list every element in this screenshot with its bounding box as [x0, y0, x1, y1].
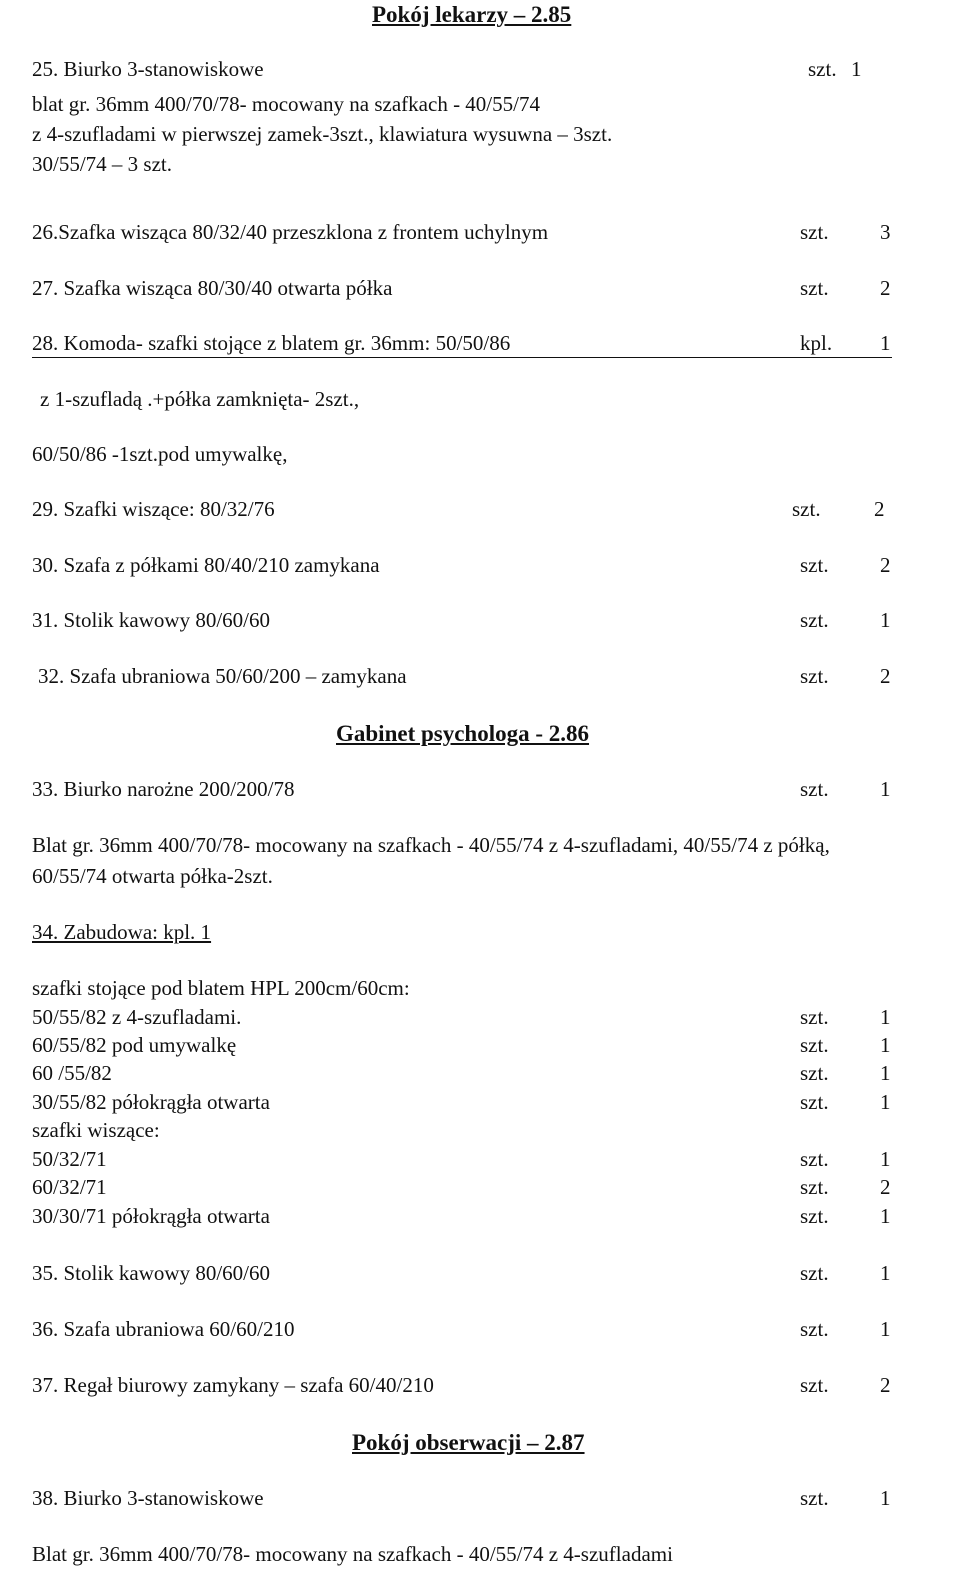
item-33-name: 33. Biurko narożne 200/200/78: [32, 777, 295, 801]
item-33-qty: 1: [880, 777, 891, 801]
item-37-qty: 2: [880, 1373, 891, 1397]
item-34-row-2-qty: 1: [880, 1033, 891, 1057]
item-34-row-7-qty: 1: [880, 1204, 891, 1228]
item-32-unit: szt.: [800, 664, 829, 688]
item-34-row-5-qty: 1: [880, 1147, 891, 1171]
item-30-unit: szt.: [800, 553, 829, 577]
item-26-name: 26.Szafka wisząca 80/32/40 przeszklona z frontem uchylnym: [32, 220, 549, 244]
item-34-row-7-name: 30/30/71 półokrągła otwarta: [32, 1204, 270, 1228]
item-27-unit: szt.: [800, 276, 829, 300]
item-37-name: 37. Regał biurowy zamykany – szafa 60/40/210: [32, 1373, 434, 1397]
item-34-row-2-name: 60/55/82 pod umywalkę: [32, 1033, 237, 1057]
item-30-qty: 2: [880, 553, 891, 577]
section-title-obserwacji: Pokój obserwacji – 2.87: [352, 1430, 585, 1455]
item-34-row-4-qty: 1: [880, 1090, 891, 1114]
item-34-row-5-name: 50/32/71: [32, 1147, 107, 1171]
item-27-name: 27. Szafka wisząca 80/30/40 otwarta półka: [32, 276, 393, 300]
item-25-desc-2: z 4-szufladami w pierwszej zamek-3szt., klawiatura wysuwna – 3szt.: [32, 122, 613, 146]
item-25-unit: szt.: [808, 57, 837, 81]
section-title-psychologa: Gabinet psychologa - 2.86: [336, 721, 590, 746]
item-28-underline: [32, 357, 892, 358]
item-25-desc-1: blat gr. 36mm 400/70/78- mocowany na szafkach - 40/55/74: [32, 92, 540, 116]
item-26-unit: szt.: [800, 220, 829, 244]
item-34-row-6-qty: 2: [880, 1175, 891, 1199]
item-34-row-6-unit: szt.: [800, 1175, 829, 1199]
item-34-row-3-qty: 1: [880, 1061, 891, 1085]
item-28-qty: 1: [880, 331, 891, 355]
item-34-row-1-unit: szt.: [800, 1005, 829, 1029]
item-28-name: 28. Komoda- szafki stojące z blatem gr. 36mm: 50/50/86: [32, 331, 511, 355]
item-33-desc-1: Blat gr. 36mm 400/70/78- mocowany na szafkach - 40/55/74 z 4-szufladami, 40/55/74 z półką,: [32, 833, 830, 857]
item-33-desc-2: 60/55/74 otwarta półka-2szt.: [32, 864, 273, 888]
item-31-unit: szt.: [800, 608, 829, 632]
item-34-row-4-name: 30/55/82 półokrągła otwarta: [32, 1090, 270, 1114]
section-title-lekarzy: Pokój lekarzy – 2.85: [372, 2, 572, 27]
item-37-unit: szt.: [800, 1373, 829, 1397]
item-38-qty: 1: [880, 1486, 891, 1510]
item-26-qty: 3: [880, 220, 891, 244]
item-34-heading: 34. Zabudowa: kpl. 1: [32, 920, 212, 944]
item-35-unit: szt.: [800, 1261, 829, 1285]
item-34-sub-standing: szafki stojące pod blatem HPL 200cm/60cm:: [32, 976, 410, 1000]
item-32-name: 32. Szafa ubraniowa 50/60/200 – zamykana: [38, 664, 407, 688]
item-28-desc-2: 60/50/86 -1szt.pod umywalkę,: [32, 442, 288, 466]
item-34-row-1-name: 50/55/82 z 4-szufladami.: [32, 1005, 242, 1029]
item-31-name: 31. Stolik kawowy 80/60/60: [32, 608, 271, 632]
item-36-name: 36. Szafa ubraniowa 60/60/210: [32, 1317, 295, 1341]
item-30-name: 30. Szafa z półkami 80/40/210 zamykana: [32, 553, 380, 577]
item-38-unit: szt.: [800, 1486, 829, 1510]
item-25-qty: 1: [851, 57, 862, 81]
item-34-row-7-unit: szt.: [800, 1204, 829, 1228]
item-38-name: 38. Biurko 3-stanowiskowe: [32, 1486, 264, 1510]
item-25-desc-3: 30/55/74 – 3 szt.: [32, 152, 172, 176]
item-25-name: 25. Biurko 3-stanowiskowe: [32, 57, 264, 81]
item-29-unit: szt.: [792, 497, 821, 521]
item-34-row-6-name: 60/32/71: [32, 1175, 107, 1199]
item-29-qty: 2: [874, 497, 885, 521]
item-36-qty: 1: [880, 1317, 891, 1341]
item-34-row-2-unit: szt.: [800, 1033, 829, 1057]
item-34-row-5-unit: szt.: [800, 1147, 829, 1171]
item-34-row-3-name: 60 /55/82: [32, 1061, 112, 1085]
item-34-row-4-unit: szt.: [800, 1090, 829, 1114]
item-33-unit: szt.: [800, 777, 829, 801]
item-31-qty: 1: [880, 608, 891, 632]
item-36-unit: szt.: [800, 1317, 829, 1341]
item-34-sub-hanging: szafki wiszące:: [32, 1118, 160, 1142]
item-35-qty: 1: [880, 1261, 891, 1285]
item-34-row-3-unit: szt.: [800, 1061, 829, 1085]
item-35-name: 35. Stolik kawowy 80/60/60: [32, 1261, 271, 1285]
item-38-desc-1: Blat gr. 36mm 400/70/78- mocowany na szafkach - 40/55/74 z 4-szufladami: [32, 1542, 673, 1566]
item-28-unit: kpl.: [800, 331, 833, 355]
item-29-name: 29. Szafki wiszące: 80/32/76: [32, 497, 275, 521]
item-28-desc-1: z 1-szufladą .+półka zamknięta- 2szt.,: [40, 387, 360, 411]
item-27-qty: 2: [880, 276, 891, 300]
item-34-row-1-qty: 1: [880, 1005, 891, 1029]
item-32-qty: 2: [880, 664, 891, 688]
